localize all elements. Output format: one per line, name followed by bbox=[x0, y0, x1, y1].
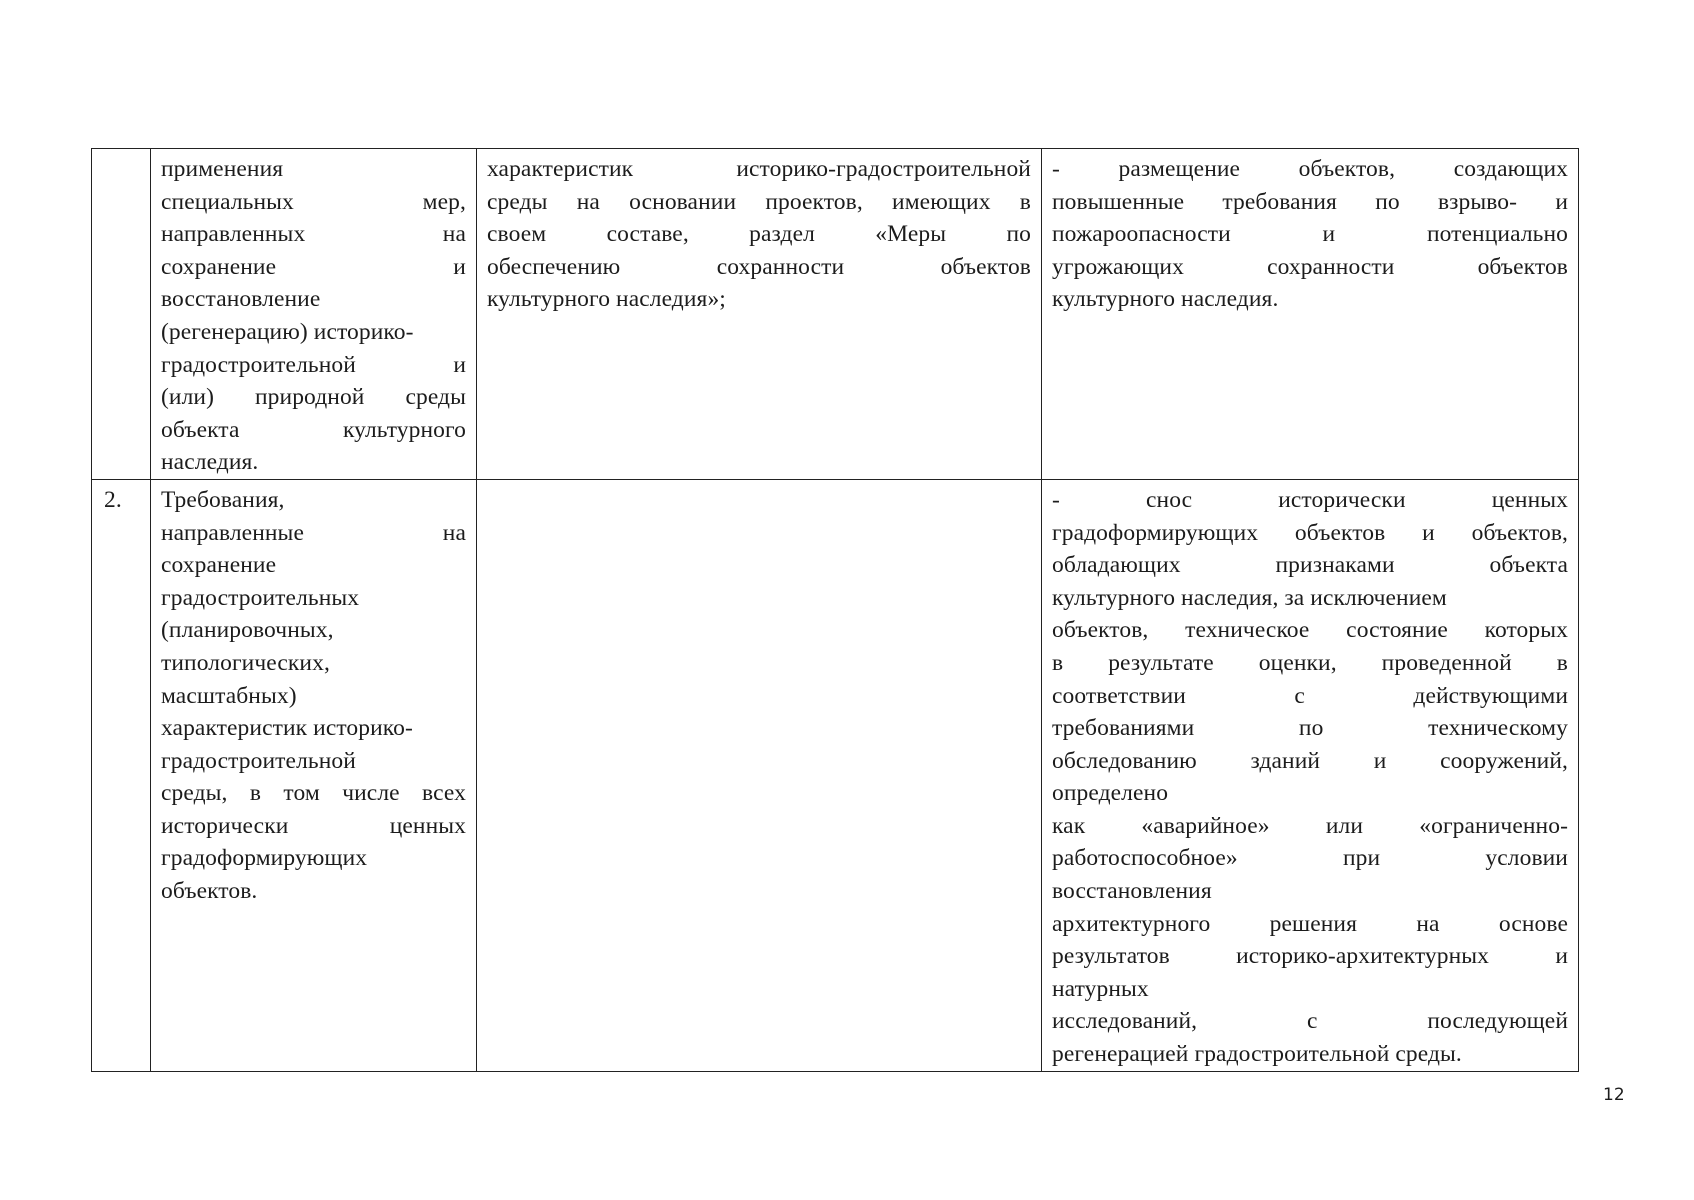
text-line: направленных на bbox=[161, 221, 466, 248]
text-line: работоспособное» при условии bbox=[1052, 845, 1568, 872]
row-number-cell bbox=[92, 479, 151, 1071]
text-line: сохранение bbox=[161, 552, 277, 579]
text-line: объектов. bbox=[161, 878, 258, 905]
text-line: среды, в том числе всех bbox=[161, 780, 466, 807]
allowed-cell bbox=[477, 479, 1042, 1071]
text-line: объектов, техническое состояние которых bbox=[1052, 617, 1568, 644]
text-line: (или) природной среды bbox=[161, 384, 466, 411]
text-line: наследия. bbox=[161, 449, 259, 476]
text-line: обладающих признаками объекта bbox=[1052, 552, 1568, 579]
text-line: обследованию зданий и сооружений, bbox=[1052, 747, 1568, 774]
text-line: в результате оценки, проведенной в bbox=[1052, 649, 1568, 676]
text-line: восстановление bbox=[161, 286, 321, 313]
text-line: - размещение объектов, создающих bbox=[1052, 156, 1568, 182]
requirement-cell bbox=[151, 479, 477, 1071]
text-line: Требования, bbox=[161, 486, 285, 513]
text-line: (регенерацию) историко- bbox=[161, 318, 414, 345]
text-line: характеристик историко-градостроительной bbox=[487, 156, 1031, 182]
text-line: - снос исторически ценных bbox=[1052, 486, 1568, 513]
text-line: градостроительной bbox=[161, 747, 356, 774]
text-line: масштабных) bbox=[161, 682, 297, 709]
table-row bbox=[92, 479, 1579, 1071]
text-line: градоформирующих bbox=[161, 845, 368, 872]
text-line: пожароопасности и потенциально bbox=[1052, 221, 1568, 248]
text-line: обеспечению сохранности объектов bbox=[487, 253, 1031, 280]
text-line: культурного наследия, за исключением bbox=[1052, 584, 1447, 611]
row-number-cell bbox=[92, 149, 151, 480]
text-line: специальных мер, bbox=[161, 188, 466, 215]
text-line: требованиями по техническому bbox=[1052, 715, 1568, 742]
text-line: исторически ценных bbox=[161, 812, 466, 839]
text-line: натурных bbox=[1052, 975, 1149, 1002]
text-line: своем составе, раздел «Меры по bbox=[487, 221, 1031, 248]
table-row bbox=[92, 149, 1579, 480]
text-line: характеристик историко- bbox=[161, 715, 413, 742]
text-line: повышенные требования по взрыво- и bbox=[1052, 188, 1568, 215]
text-line: градостроительной и bbox=[161, 351, 466, 378]
requirements-table bbox=[91, 148, 1579, 1072]
text-line: угрожающих сохранности объектов bbox=[1052, 253, 1568, 280]
text-line: направленные на bbox=[161, 519, 466, 546]
text-line: сохранение и bbox=[161, 253, 466, 280]
text-line: типологических, bbox=[161, 649, 330, 676]
text-line: архитектурного решения на основе bbox=[1052, 910, 1568, 937]
text-line: восстановления bbox=[1052, 878, 1212, 905]
text-line: соответствии с действующими bbox=[1052, 682, 1568, 709]
page-number: 12 bbox=[1603, 1085, 1625, 1105]
text-line: культурного наследия»; bbox=[487, 286, 726, 313]
text-line: определено bbox=[1052, 780, 1169, 807]
text-line: как «аварийное» или «ограниченно- bbox=[1052, 812, 1568, 839]
row-number: 2. bbox=[104, 486, 122, 513]
requirement-cell bbox=[151, 149, 477, 480]
text-line: исследований, с последующей bbox=[1052, 1008, 1568, 1035]
prohibited-cell bbox=[1042, 149, 1579, 480]
text-line: (планировочных, bbox=[161, 617, 334, 644]
prohibited-cell bbox=[1042, 479, 1579, 1071]
text-line: объекта культурного bbox=[161, 416, 466, 443]
text-line: результатов историко-архитектурных и bbox=[1052, 943, 1568, 970]
text-line: градоформирующих объектов и объектов, bbox=[1052, 519, 1568, 546]
text-line: градостроительных bbox=[161, 584, 360, 611]
text-line: среды на основании проектов, имеющих в bbox=[487, 188, 1031, 215]
text-line: применения bbox=[161, 156, 284, 182]
text-line: культурного наследия. bbox=[1052, 286, 1279, 313]
text-line: регенерацией градостроительной среды. bbox=[1052, 1041, 1462, 1068]
allowed-cell bbox=[477, 149, 1042, 480]
